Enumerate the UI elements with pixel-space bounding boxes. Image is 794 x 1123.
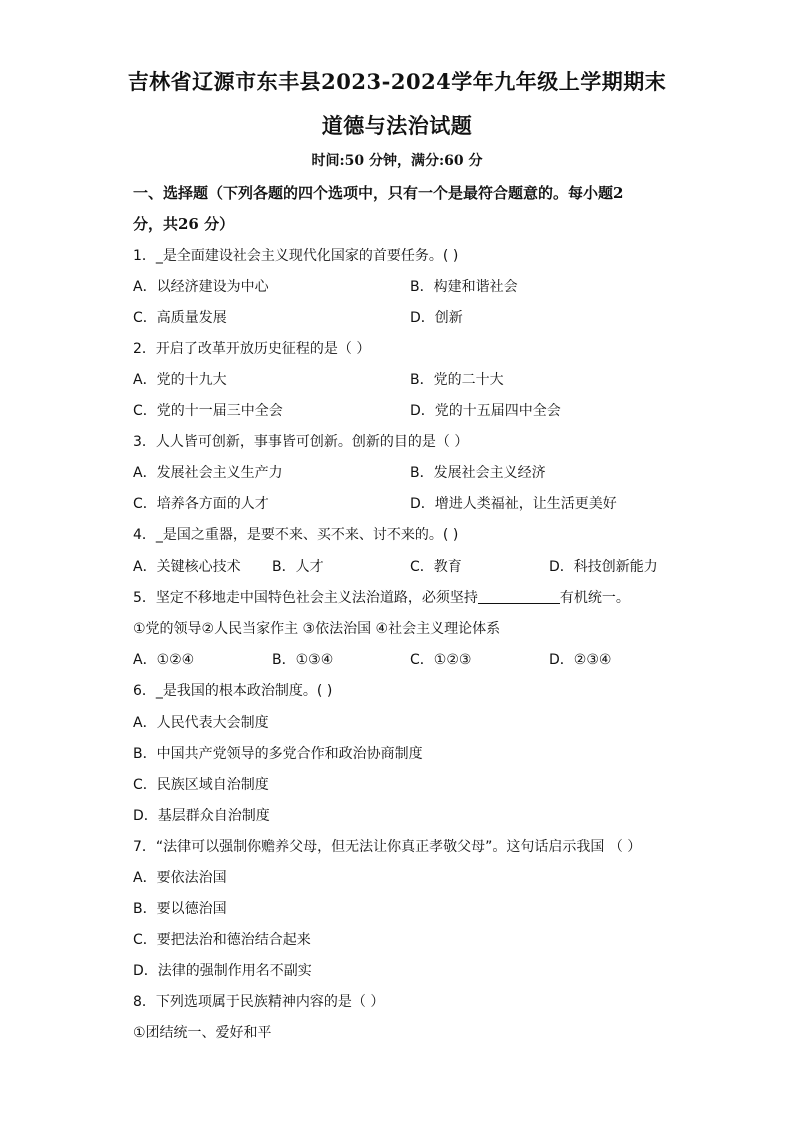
question-6-option-d: D．基层群众自治制度 <box>133 808 270 824</box>
question-3-stem: 3．人人皆可创新，事事皆可创新。创新的目的是（ ） <box>133 434 469 450</box>
question-7-option-c: C．要把法治和德治结合起来 <box>133 932 311 948</box>
question-7-option-b: B．要以德治国 <box>133 901 227 917</box>
time-score-info: 时间:50 分钟，满分:60 分 <box>311 153 483 169</box>
question-4-stem: 4．_是国之重器，是要不来、买不来、讨不来的。( ) <box>133 527 459 543</box>
question-5-stem <box>133 587 630 607</box>
question-6-option-a: A．人民代表大会制度 <box>133 715 269 731</box>
question-7-option-d: D．法律的强制作用名不副实 <box>133 963 312 979</box>
question-4-option-c: C．教育 <box>410 559 462 575</box>
question-7-option-a: A．要依法治国 <box>133 870 227 886</box>
question-2-option-b: B．党的二十大 <box>410 372 504 388</box>
question-1-stem: 1．_是全面建设社会主义现代化国家的首要任务。( ) <box>133 248 459 264</box>
question-1-option-d: D．创新 <box>410 310 463 326</box>
question-2-option-c: C．党的十一届三中全会 <box>133 403 283 419</box>
exam-title-line1: 吉林省辽源市东丰县2023-2024学年九年级上学期期末 <box>127 69 667 94</box>
question-5-option-b: B．①③④ <box>272 652 334 668</box>
question-2-stem: 2．开启了改革开放历史征程的是（ ） <box>133 341 371 357</box>
section-heading <box>133 178 673 240</box>
question-5-stem-after: 有机统一。 <box>559 590 630 606</box>
question-8-statement: ①团结统一、爱好和平 <box>133 1025 272 1041</box>
question-3-option-a: A．发展社会主义生产力 <box>133 465 283 481</box>
question-4-option-d: D．科技创新能力 <box>549 559 658 575</box>
question-3-option-c: C．培养各方面的人才 <box>133 496 269 512</box>
question-2-option-d: D．党的十五届四中全会 <box>410 403 561 419</box>
section-heading-line1: 一、选择题（下列各题的四个选项中，只有一个是最符合题意的。每小题2 <box>133 184 624 202</box>
section-heading-line2: 分，共26 分） <box>133 215 235 233</box>
question-8-stem: 8．下列选项属于民族精神内容的是（ ） <box>133 994 385 1010</box>
question-2-option-a: A．党的十九大 <box>133 372 227 388</box>
question-1-option-b: B．构建和谐社会 <box>410 279 518 295</box>
question-4-option-b: B．人才 <box>272 559 324 575</box>
question-4-option-a: A．关键核心技术 <box>133 559 241 575</box>
question-3-option-b: B．发展社会主义经济 <box>410 465 546 481</box>
question-3-option-d: D．增进人类福祉，让生活更美好 <box>410 496 617 512</box>
question-6-stem: 6．_是我国的根本政治制度。( ) <box>133 683 333 699</box>
question-5-statements: ①党的领导②人民当家作主 ③依法治国 ④社会主义理论体系 <box>133 621 501 637</box>
question-5-stem-before: 5．坚定不移地走中国特色社会主义法治道路，必须坚持 <box>133 590 478 606</box>
question-5-option-a: A．①②④ <box>133 652 195 668</box>
question-1-option-a: A．以经济建设为中心 <box>133 279 269 295</box>
question-7-stem: 7．“法律可以强制你赡养父母，但无法让你真正孝敬父母”。这句话启示我国 （ ） <box>133 839 642 855</box>
question-6-option-c: C．民族区域自治制度 <box>133 777 269 793</box>
answer-blank <box>478 589 560 604</box>
question-5-option-d: D．②③④ <box>549 652 612 668</box>
question-5-option-c: C．①②③ <box>410 652 472 668</box>
exam-title-line2: 道德与法治试题 <box>321 113 473 138</box>
question-6-option-b: B．中国共产党领导的多党合作和政治协商制度 <box>133 746 423 762</box>
question-1-option-c: C．高质量发展 <box>133 310 227 326</box>
